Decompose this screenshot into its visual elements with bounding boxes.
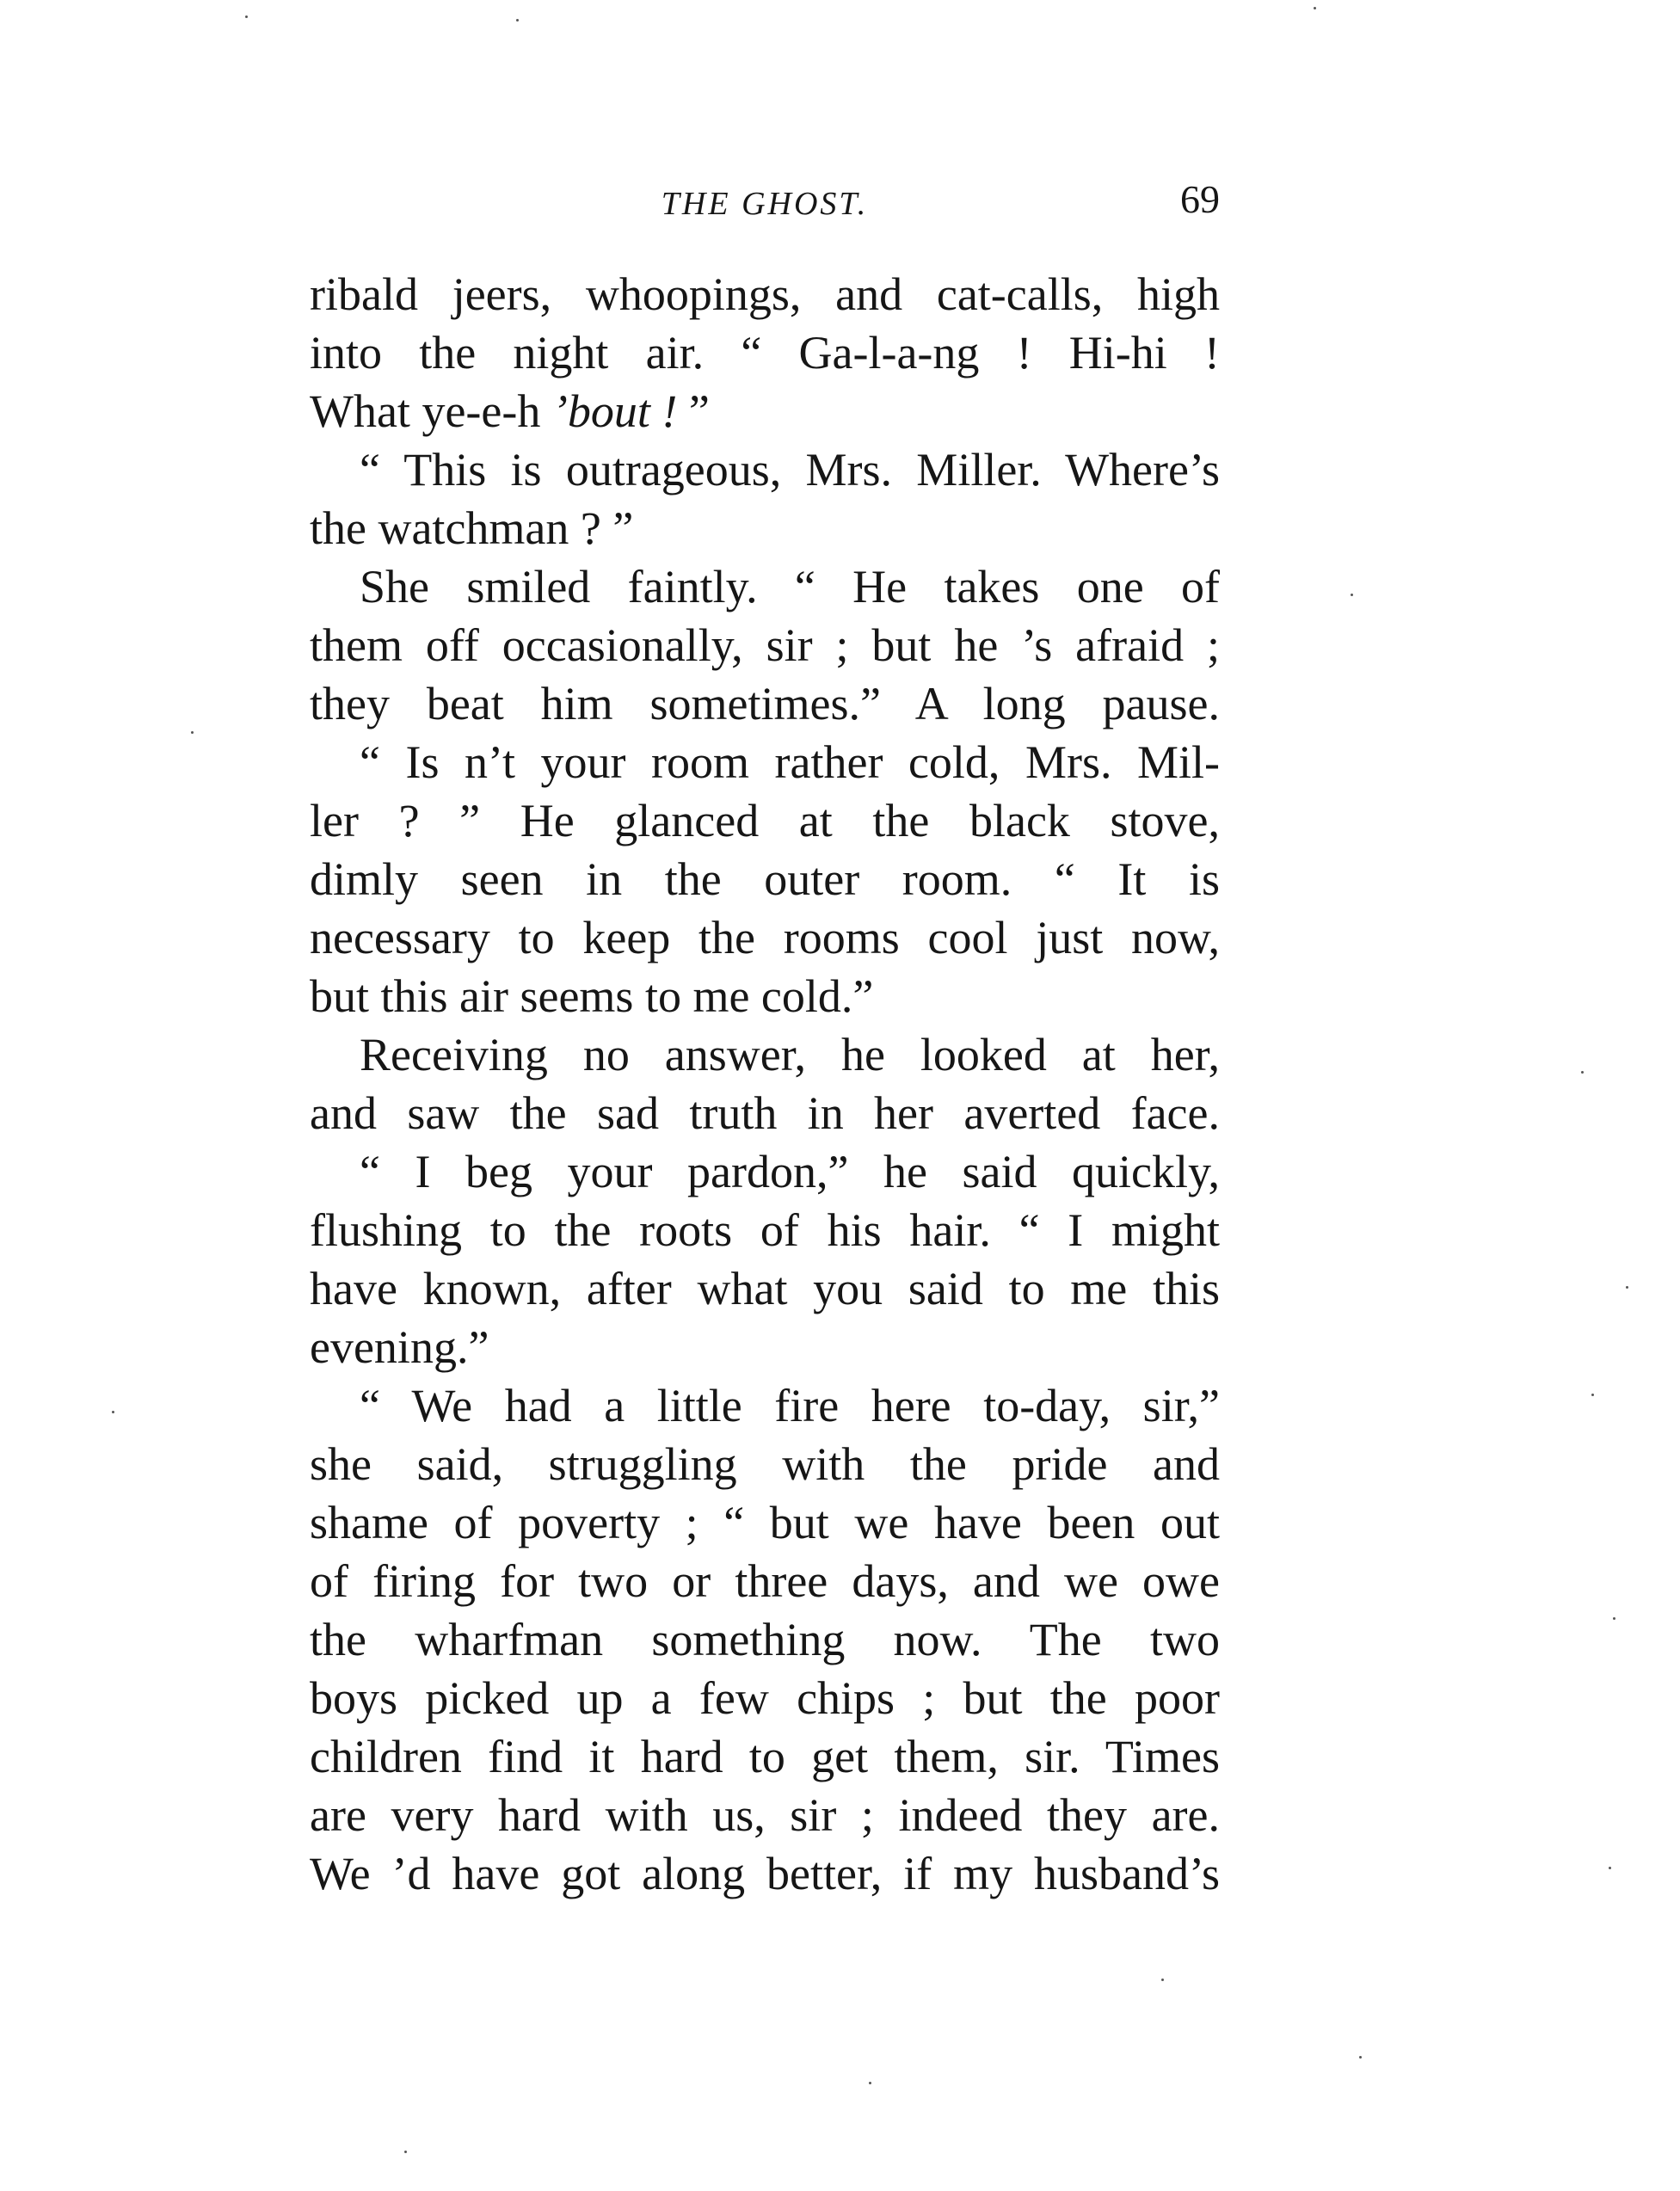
text-line: have known, after what you said to me this bbox=[310, 1263, 1220, 1314]
text-line: “ Is n’t your room rather cold, Mrs. Mil- bbox=[360, 736, 1220, 788]
text-line: We ’d have got along better, if my husband’s bbox=[310, 1848, 1220, 1899]
text-line: and saw the sad truth in her averted face. bbox=[310, 1087, 1220, 1139]
text-line: of firing for two or three days, and we owe bbox=[310, 1555, 1220, 1607]
text-line: dimly seen in the outer room. “ It is bbox=[310, 853, 1220, 905]
text-line: they beat him sometimes.” A long pause. bbox=[310, 678, 1220, 729]
body-text bbox=[310, 265, 1220, 1903]
text-line: them off occasionally, sir ; but he ’s afraid ; bbox=[310, 619, 1220, 671]
text-line: “ This is outrageous, Mrs. Miller. Where’s bbox=[360, 444, 1220, 495]
text-line: shame of poverty ; “ but we have been out bbox=[310, 1497, 1220, 1548]
text-line: She smiled faintly. “ He takes one of bbox=[360, 561, 1220, 612]
text-line: boys picked up a few chips ; but the poor bbox=[310, 1672, 1220, 1724]
text-line: evening.” bbox=[310, 1321, 489, 1373]
text-line: ribald jeers, whoopings, and cat-calls, high bbox=[310, 268, 1220, 320]
text-line: she said, struggling with the pride and bbox=[310, 1438, 1220, 1490]
text-line: “ I beg your pardon,” he said quickly, bbox=[360, 1146, 1220, 1197]
text-line: the watchman ? ” bbox=[310, 502, 634, 554]
text-line: the wharfman something now. The two bbox=[310, 1614, 1220, 1665]
page-number: 69 bbox=[1180, 177, 1220, 221]
text-line: Receiving no answer, he looked at her, bbox=[360, 1029, 1220, 1080]
text-line: “ We had a little fire here to-day, sir,” bbox=[360, 1380, 1220, 1431]
running-title: THE GHOST. bbox=[661, 186, 869, 222]
running-head bbox=[310, 176, 1220, 228]
text-line: What ye-e-h ’bout ! ” bbox=[310, 385, 710, 437]
text-line: are very hard with us, sir ; indeed they are. bbox=[310, 1789, 1220, 1841]
text-line: but this air seems to me cold.” bbox=[310, 970, 874, 1022]
text-line: into the night air. “ Ga-l-a-ng ! Hi-hi ! bbox=[310, 327, 1220, 379]
text-line: flushing to the roots of his hair. “ I might bbox=[310, 1204, 1220, 1256]
text-line: necessary to keep the rooms cool just now, bbox=[310, 912, 1220, 963]
text-line: children find it hard to get them, sir. Times bbox=[310, 1731, 1220, 1782]
text-line: ler ? ” He glanced at the black stove, bbox=[310, 795, 1220, 846]
